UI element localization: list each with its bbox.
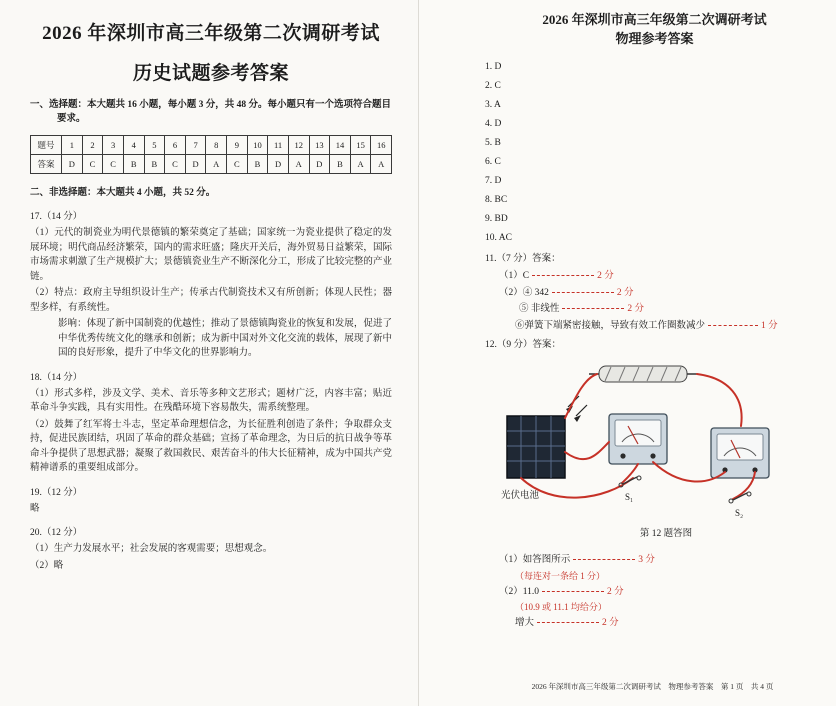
score-label: 2 分 xyxy=(627,304,645,314)
table-cell: C xyxy=(103,155,124,174)
answer-text: （2）④ 342 xyxy=(499,287,549,298)
question-18-label: 18.（14 分） xyxy=(30,372,83,383)
physics-choice-answer-list xyxy=(485,58,824,248)
physics-answers-page xyxy=(418,0,836,706)
table-cell: B xyxy=(123,155,144,174)
question-19-label: 19.（12 分） xyxy=(30,487,83,498)
diagram-caption: 第 12 题答图 xyxy=(639,529,693,539)
table-cell: C xyxy=(165,155,186,174)
score-dash-line xyxy=(573,559,635,560)
score-dash-line xyxy=(532,275,594,276)
table-cell: D xyxy=(185,155,206,174)
table-row-answers xyxy=(31,155,392,174)
table-cell: 4 xyxy=(123,136,144,155)
answer-text: 增大 xyxy=(515,618,535,628)
choice-answer-5: 5. B xyxy=(485,138,501,148)
table-cell: 12 xyxy=(288,136,309,155)
question-17-part2: （2）特点：政府主导组织设计生产；传承古代制瓷技术又有所创新；体现人民性；器型多样，有系统性。 xyxy=(30,288,392,313)
page-footer: 2026 年深圳市高三年级第二次调研考试 物理参考答案 第 1 页 共 4 页 xyxy=(531,682,774,691)
ammeter-icon xyxy=(609,414,667,464)
score-label: 2 分 xyxy=(607,586,624,597)
answer-text: （1）如答图所示 xyxy=(499,555,571,565)
table-cell: 3 xyxy=(103,136,124,155)
table-cell: B xyxy=(330,155,351,174)
question-18-part1: （1）形式多样，涉及文学、美术、音乐等多种文艺形式；题材广泛，内容丰富；贴近革命斗争实践，具有实用性。在残酷环境下容易散失，需系统整理。 xyxy=(30,388,392,413)
choice-answer-1: 1. D xyxy=(485,62,502,72)
question-20-part1: （1）生产力发展水平；社会发展的客观需要；思想观念。 xyxy=(30,544,273,554)
answer-text: （1）C xyxy=(499,271,530,281)
choice-answer-6: 6. C xyxy=(485,157,501,167)
question-17-label: 17.（14 分） xyxy=(30,212,83,222)
table-cell: 2 xyxy=(82,136,103,155)
question-20-part2: （2）略 xyxy=(30,560,64,571)
score-dash-line xyxy=(537,622,599,623)
score-dash-line xyxy=(708,325,758,326)
table-cell: D xyxy=(268,155,289,174)
score-label: 3 分 xyxy=(638,555,655,565)
choice-answer-10: 10. AC xyxy=(485,233,512,243)
rheostat-icon xyxy=(589,366,697,382)
question-17-part1: （1）元代的制瓷业为明代景德镇的繁荣奠定了基础；国家统一为瓷业提供了稳定的发展环境；明代商品经济繁荣，国内的需求旺盛；隆庆开关后，海外贸易日益繁荣，国际市场需求刺激了生产规模扩大；景德镇瓷业生产不断深化分工，形成了比较完整的产业链。 xyxy=(30,228,392,282)
mcq-section-heading: 一、选择题：本大题共 16 小题，每小题 3 分，共 48 分。每小题只有一个选项符合题目要求。 xyxy=(30,100,392,124)
table-cell: 7 xyxy=(185,136,206,155)
choice-answer-9: 9. BD xyxy=(485,214,508,224)
table-cell: C xyxy=(227,155,248,174)
question-17-impact: 影响：体现了新中国制瓷的优越性；推动了景德镇陶瓷业的恢复和发展，促进了中华优秀传统文化的继承和创新；成为新中国对外文化交流的载体，展现了新中国的良好形象，提升了中华文化的世界影响力。 xyxy=(58,319,392,358)
switch-s2-label: S₂ xyxy=(735,508,744,518)
table-cell: 1 xyxy=(62,136,83,155)
question-18-part2: （2）鼓舞了红军将士斗志，坚定革命理想信念，为长征胜利创造了条件；争取群众支持，促进民族团结，巩固了革命的群众基础；宣扬了革命理念，为日后的抗日战争等革命斗争提供了思想武器；凝聚了救国救民、艰苦奋斗的伟大长征精神，成为中国共产党精神谱系的重要组成部分。 xyxy=(30,419,392,473)
choice-answer-7: 7. D xyxy=(485,176,502,186)
question-12-line-2 xyxy=(485,584,824,601)
table-cell: B xyxy=(247,155,268,174)
history-doc-title-line1: 2026 年深圳市高三年级第二次调研考试 xyxy=(42,23,380,44)
question-19-answer: 略 xyxy=(30,503,40,514)
score-dash-line xyxy=(562,308,624,309)
table-cell: 14 xyxy=(330,136,351,155)
question-12-line-1 xyxy=(485,552,824,569)
question-11-line-2 xyxy=(485,285,824,302)
table-row-numbers xyxy=(31,136,392,155)
table-cell: A xyxy=(371,155,392,174)
score-label: 2 分 xyxy=(602,618,619,628)
question-20-label: 20.（12 分） xyxy=(30,528,83,538)
question-12-note-2: （10.9 或 11.1 均给分） xyxy=(515,602,607,612)
answer-text: ⑤ 非线性 xyxy=(519,304,560,314)
table-cell: A xyxy=(350,155,371,174)
score-label: 1 分 xyxy=(761,320,778,331)
switch-s2-icon xyxy=(729,492,751,503)
choice-answer-3: 3. A xyxy=(485,100,501,110)
choice-answer-4: 4. D xyxy=(485,119,502,129)
score-dash-line xyxy=(542,591,604,592)
physics-doc-title-line2: 物理参考答案 xyxy=(615,31,694,46)
table-cell: 8 xyxy=(206,136,227,155)
question-11-line-3 xyxy=(485,301,824,318)
question-11-label: 11.（7 分）答案： xyxy=(485,254,561,264)
table-cell: 16 xyxy=(371,136,392,155)
score-label: 2 分 xyxy=(597,271,614,281)
choice-answer-2: 2. C xyxy=(485,81,501,91)
question-11-line-4 xyxy=(485,318,824,335)
table-cell: 11 xyxy=(268,136,289,155)
table-cell: D xyxy=(62,155,83,174)
score-dash-line xyxy=(552,292,614,293)
score-label: 2 分 xyxy=(616,287,634,298)
question-11-line-1 xyxy=(485,268,824,285)
table-header-cell: 答案 xyxy=(31,155,62,174)
circuit-diagram xyxy=(481,358,789,550)
question-12-label: 12.（9 分）答案： xyxy=(485,340,562,350)
table-cell: 9 xyxy=(227,136,248,155)
table-cell: D xyxy=(309,155,330,174)
table-cell: 5 xyxy=(144,136,165,155)
solar-panel-icon xyxy=(507,416,565,478)
table-cell: A xyxy=(288,155,309,174)
table-cell: C xyxy=(82,155,103,174)
question-12-line-3 xyxy=(485,615,824,632)
solar-panel-label: 光伏电池 xyxy=(501,491,540,501)
switch-s1-label: S₁ xyxy=(625,492,634,502)
mcq-answer-table xyxy=(30,135,392,174)
choice-answer-8: 8. BC xyxy=(485,195,508,205)
table-cell: 15 xyxy=(350,136,371,155)
table-cell: B xyxy=(144,155,165,174)
question-12-note-1: （每连对一条给 1 分） xyxy=(515,570,606,581)
table-cell: 10 xyxy=(247,136,268,155)
table-cell: 13 xyxy=(309,136,330,155)
answer-text: ⑥弹簧下端紧密接触，导致有效工作圈数减少 xyxy=(515,320,706,331)
table-cell: 6 xyxy=(165,136,186,155)
voltmeter-icon xyxy=(711,428,769,478)
table-header-cell: 题号 xyxy=(31,136,62,155)
frq-section-heading: 二、非选择题：本大题共 4 小题，共 52 分。 xyxy=(30,188,216,198)
answer-text: （2）11.0 xyxy=(499,586,540,597)
physics-doc-title-line1: 2026 年深圳市高三年级第二次调研考试 xyxy=(542,12,767,27)
table-cell: A xyxy=(206,155,227,174)
history-doc-title-line2: 历史试题参考答案 xyxy=(132,63,289,84)
